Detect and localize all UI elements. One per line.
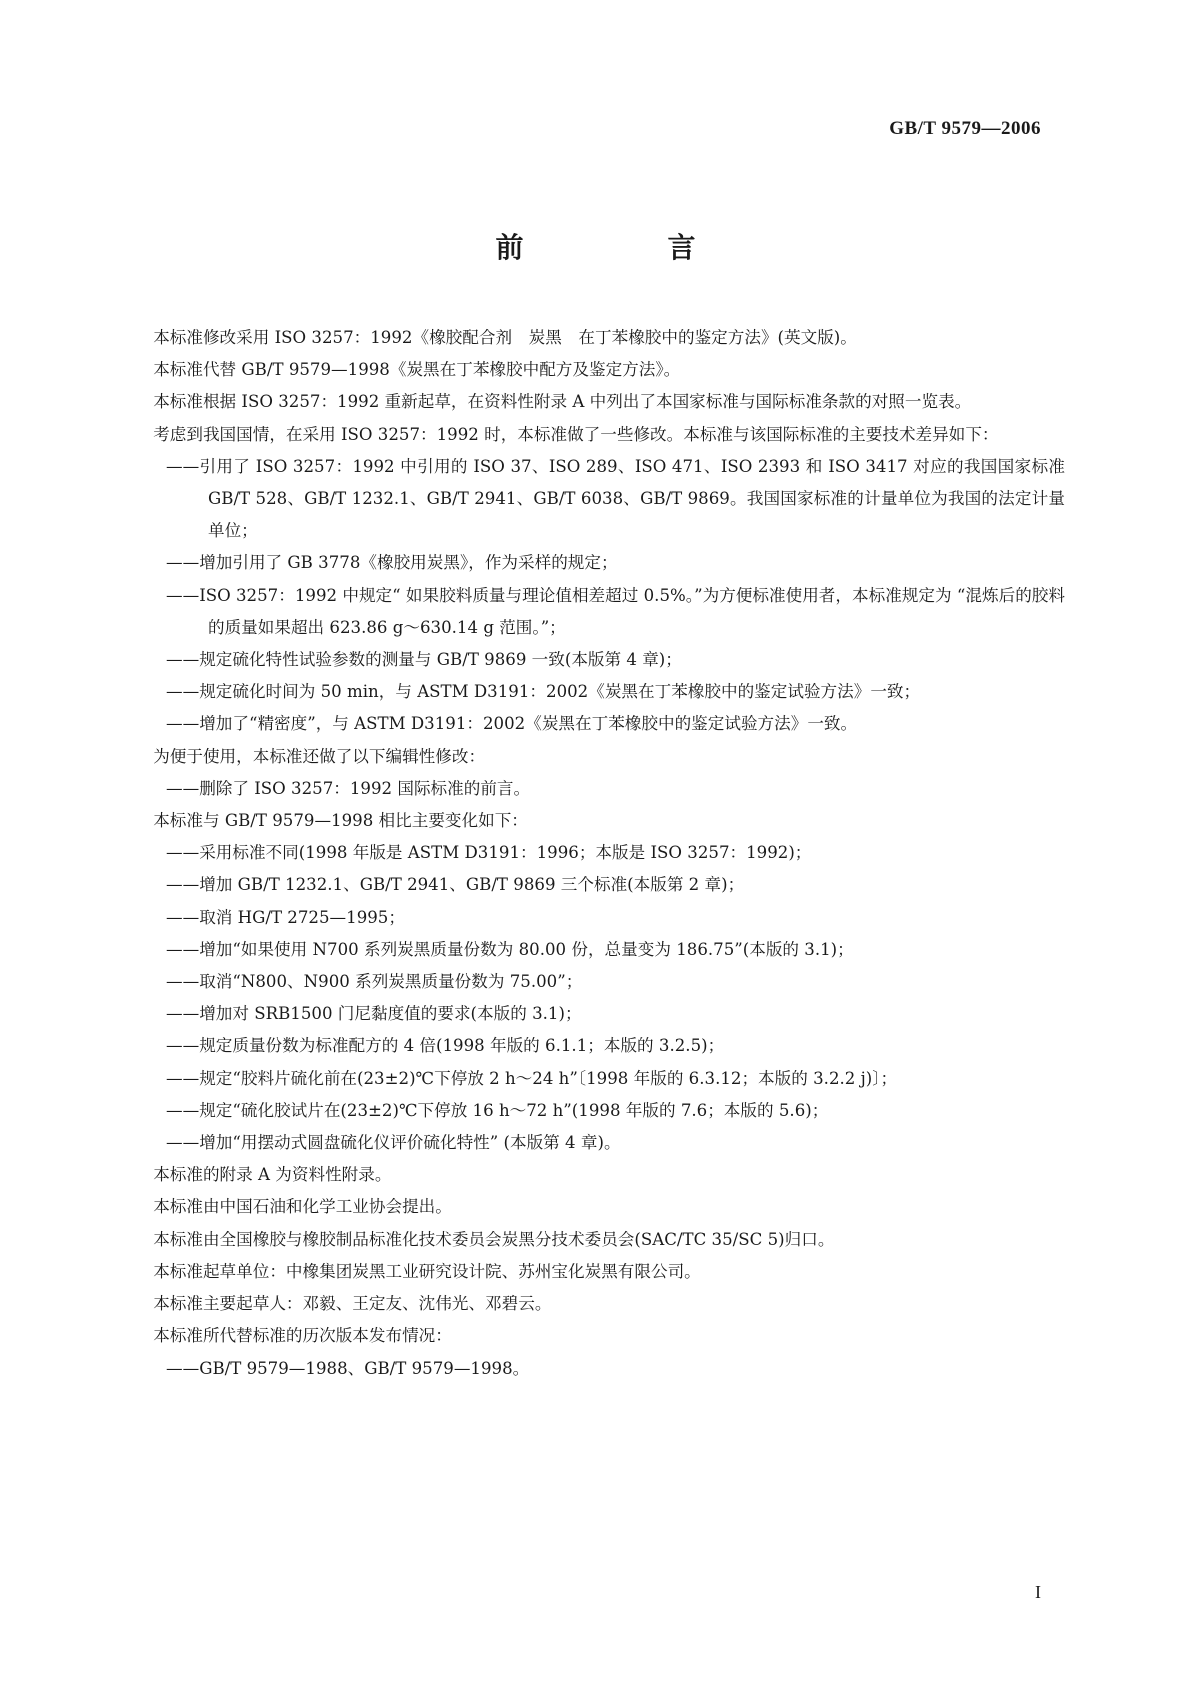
paragraph: 本标准与 GB/T 9579—1998 相比主要变化如下：: [153, 811, 528, 831]
paragraph: 本标准修改采用 ISO 3257：1992《橡胶配合剂 炭黑 在丁苯橡胶中的鉴定方法》(英文版)。: [153, 328, 857, 347]
dash-list-item: ——采用标准不同(1998 年版是 ASTM D3191：1996；本版是 ISO 3257：1992)；: [166, 843, 812, 863]
dash-list-item: ——增加对 SRB1500 门尼黏度值的要求(本版的 3.1)；: [166, 1004, 582, 1024]
dash-list-item: ——规定质量份数为标准配方的 4 倍(1998 年版的 6.1.1；本版的 3.2.5)；: [166, 1036, 725, 1056]
dash-list-item: ——取消 HG/T 2725—1995；: [166, 907, 405, 927]
page-title: 前 言: [495, 231, 754, 264]
dash-list-item: ——增加“如果使用 N700 系列炭黑质量份数为 80.00 份，总量变为 186.75”(本版的 3.1)；: [166, 939, 854, 959]
paragraph: 本标准的附录 A 为资料性附录。: [153, 1165, 392, 1185]
dash-list-item: ——规定硫化时间为 50 min，与 ASTM D3191：2002《炭黑在丁苯橡胶中的鉴定试验方法》一致；: [166, 682, 921, 702]
dash-list-item: ——增加引用了 GB 3778《橡胶用炭黑》，作为采样的规定；: [166, 553, 618, 573]
dash-list-item: ——规定“胶料片硫化前在(23±2)℃下停放 2 h～24 h”〔1998 年版的 6.3.12；本版的 3.2.2 j)〕；: [166, 1068, 898, 1088]
paragraph: 本标准主要起草人：邓毅、王定友、沈伟光、邓碧云。: [153, 1294, 552, 1314]
dash-list-item: ——取消“N800、N900 系列炭黑质量份数为 75.00”；: [166, 972, 583, 992]
paragraph: 本标准由全国橡胶与橡胶制品标准化技术委员会炭黑分技术委员会(SAC/TC 35/SC 5)归口。: [153, 1229, 835, 1249]
dash-list-item: ——增加了“精密度”，与 ASTM D3191：2002《炭黑在丁苯橡胶中的鉴定试验方法》一致。: [166, 714, 858, 734]
page-number: I: [1035, 1582, 1041, 1602]
foreword-body: [120, 322, 1065, 1385]
paragraph: 本标准根据 ISO 3257：1992 重新起草，在资料性附录 A 中列出了本国家标准与国际标准条款的对照一览表。: [153, 392, 972, 412]
standard-code: GB/T 9579—2006: [889, 118, 1041, 139]
dash-list-item: ——删除了 ISO 3257：1992 国际标准的前言。: [166, 778, 531, 798]
dash-list-item: ——ISO 3257：1992 中规定“ 如果胶料质量与理论值相差超过 0.5%。”为方便标准使用者，本标准规定为 “混炼后的胶料的质量如果超出 623.86 g～630.14 g 范围。”；: [166, 585, 1065, 637]
dash-list-item: ——规定硫化特性试验参数的测量与 GB/T 9869 一致(本版第 4 章)；: [166, 650, 682, 670]
dash-list-item: ——增加 GB/T 1232.1、GB/T 2941、GB/T 9869 三个标准(本版第 2 章)；: [166, 875, 745, 895]
dash-list-item: ——引用了 ISO 3257：1992 中引用的 ISO 37、ISO 289、ISO 471、ISO 2393 和 ISO 3417 对应的我国国家标准 GB/T 528、GB/T 1232.1、GB/T 2941、GB/T 6038、GB/T 9869。我国国家标准的计量单位为我国的法定计量单位；: [166, 456, 1065, 541]
paragraph: 本标准所代替标准的历次版本发布情况：: [153, 1326, 452, 1346]
paragraph: 考虑到我国国情，在采用 ISO 3257：1992 时，本标准做了一些修改。本标准与该国际标准的主要技术差异如下：: [153, 424, 999, 444]
paragraph: 本标准由中国石油和化学工业协会提出。: [153, 1197, 452, 1217]
dash-list-item: ——规定“硫化胶试片在(23±2)℃下停放 16 h～72 h”(1998 年版的 7.6；本版的 5.6)；: [166, 1100, 829, 1120]
dash-list-item: ——GB/T 9579—1988、GB/T 9579—1998。: [166, 1358, 530, 1378]
paragraph: 本标准起草单位：中橡集团炭黑工业研究设计院、苏州宝化炭黑有限公司。: [153, 1261, 701, 1281]
paragraph: 为便于使用，本标准还做了以下编辑性修改：: [153, 746, 486, 766]
dash-list-item: ——增加“用摆动式圆盘硫化仪评价硫化特性” (本版第 4 章)。: [166, 1133, 621, 1153]
paragraph: 本标准代替 GB/T 9579—1998《炭黑在丁苯橡胶中配方及鉴定方法》。: [153, 360, 681, 380]
